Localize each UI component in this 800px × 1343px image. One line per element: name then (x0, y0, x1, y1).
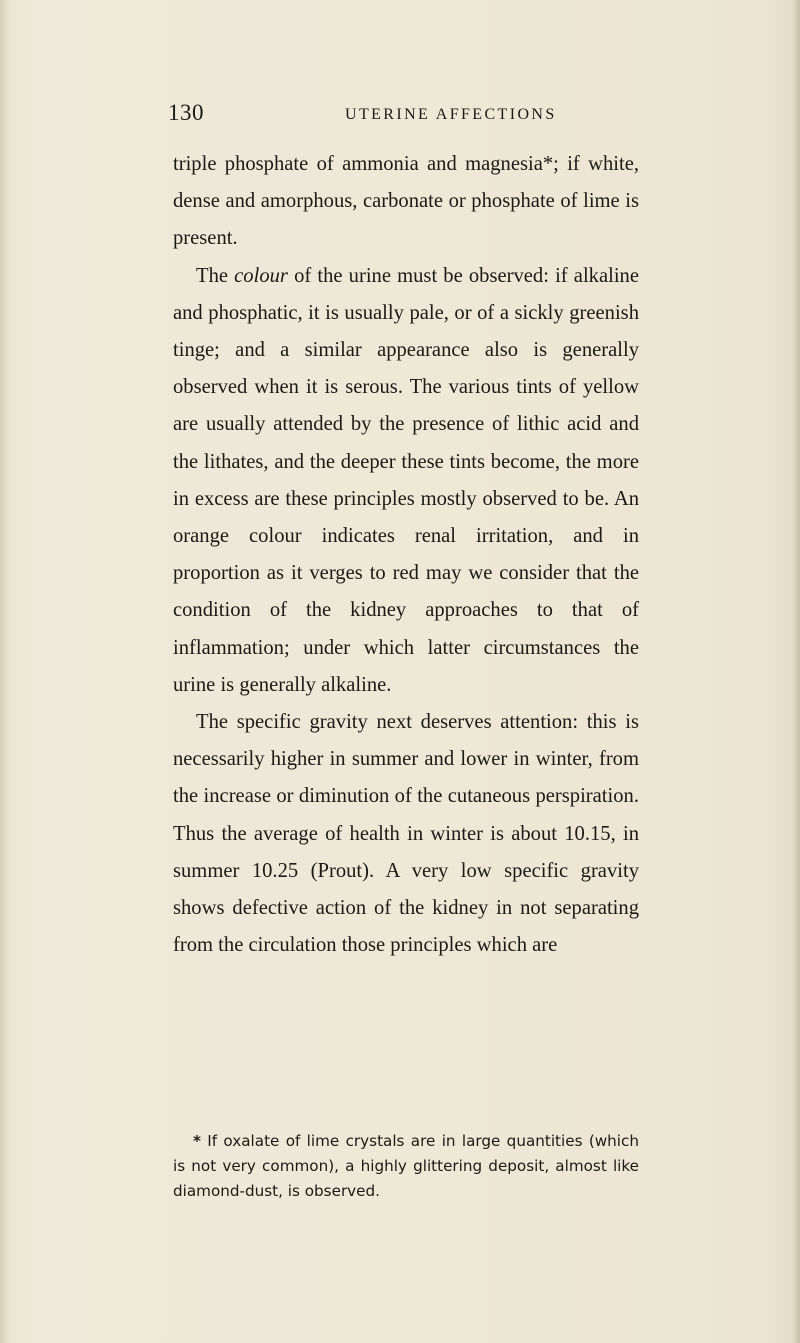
paragraph-2-emphasis: colour (234, 264, 288, 287)
paragraph-3-text: The specific gravity next deserves attention: this is necessarily higher in summer and lower in winter, from the increase or diminution of the cutaneous perspiration. Thus the average of health in winter is about 10.15, in summer 10.25 (Prout). A very low specific gravity shows defective action of the kidney in not separating from the circulation those principles which are (173, 711, 639, 957)
footnote (173, 1129, 639, 1204)
paragraph-1 (173, 146, 639, 258)
paragraph-3 (173, 704, 639, 964)
page-header (168, 96, 638, 136)
running-head: UTERINE AFFECTIONS (345, 106, 557, 123)
page-left-edge (0, 0, 10, 1343)
footnote-marker: * (193, 1132, 201, 1150)
paragraph-2-lead: The (196, 264, 235, 287)
paragraph-1-text: triple phosphate of ammonia and magnesia*; if white, dense and amorphous, carbonate or phosphate of lime is present. (173, 153, 639, 250)
page-number: 130 (168, 100, 204, 125)
footnote-text: If oxalate of lime crystals are in large quantities (which is not very common), a highly glittering deposit, almost like diamond-dust, is observed. (173, 1132, 639, 1200)
page-right-edge (792, 0, 800, 1343)
paragraph-2 (173, 258, 639, 704)
paragraph-2-text: of the urine must be observed: if alkaline and phosphatic, it is usually pale, or of a sickly greenish tinge; and a similar appearance also is generally observed when it is serous. The various tints of yellow are usually attended by the presence of lithic acid and the lithates, and the deeper these tints become, the more in excess are these principles mostly observed to be. An orange colour indicates renal irritation, and in proportion as it verges to red may we consider that the condition of the kidney approaches to that of inflammation; under which latter circumstances the urine is generally alkaline. (173, 264, 639, 696)
body-text (173, 146, 639, 964)
